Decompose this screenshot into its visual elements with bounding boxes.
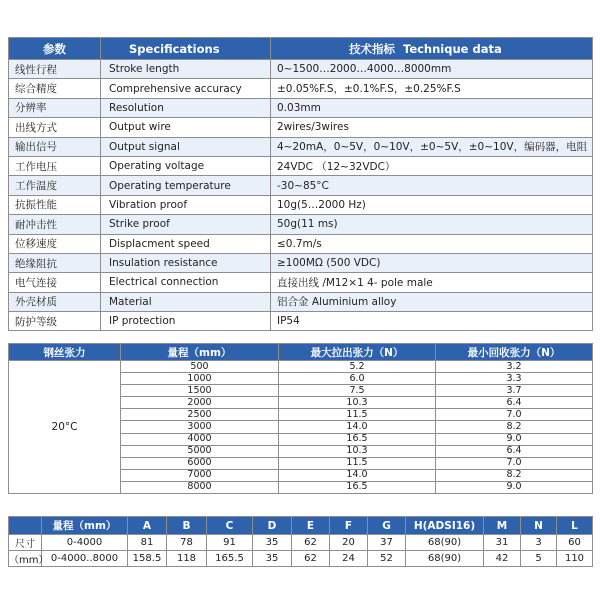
spec-row — [9, 195, 593, 214]
tension-header-min: 最小回收张力（N） — [436, 344, 593, 361]
dimension-cell: 110 — [557, 551, 593, 567]
spec-row — [9, 234, 593, 253]
tech-cn: 技术指标 — [349, 41, 395, 56]
spec-param-cn: 抗振性能 — [9, 195, 101, 214]
dimension-row-label: 尺寸 — [9, 535, 42, 551]
spec-value: -30~85°C — [271, 176, 593, 195]
spec-param-en: Resolution — [101, 98, 271, 117]
tension-header-max: 最大拉出张力（N） — [279, 344, 436, 361]
tension-min: 3.7 — [436, 385, 593, 397]
tension-max: 14.0 — [279, 421, 436, 433]
dimension-cell: 91 — [207, 535, 253, 551]
dimension-header-cell: H(ADSI16) — [406, 517, 484, 535]
spec-row — [9, 292, 593, 311]
tension-range: 4000 — [121, 433, 279, 445]
spec-value: ≤0.7m/s — [271, 234, 593, 253]
spec-header-tech — [271, 38, 593, 60]
spec-param-en: Stroke length — [101, 60, 271, 79]
spec-param-cn: 外壳材质 — [9, 292, 101, 311]
dimension-cell: 158.5 — [128, 551, 167, 567]
spec-value: 2wires/3wires — [271, 118, 593, 137]
spec-value: 10g(5…2000 Hz) — [271, 195, 593, 214]
dimension-cell: 52 — [368, 551, 406, 567]
dimension-cell: 24 — [330, 551, 368, 567]
dimension-cell: 37 — [368, 535, 406, 551]
dimension-cell: 35 — [253, 551, 292, 567]
spec-value: 24VDC （12~32VDC） — [271, 156, 593, 175]
spec-value: 0.03mm — [271, 98, 593, 117]
tension-max: 11.5 — [279, 457, 436, 469]
spec-row — [9, 137, 593, 156]
dimension-cell: 60 — [557, 535, 593, 551]
spec-value: 4~20mA，0~5V，0~10V，±0~5V，±0~10V，编码器，电阻 — [271, 137, 593, 156]
tension-table — [8, 343, 593, 494]
dimension-header-cell: 量程（mm） — [42, 517, 128, 535]
tension-min: 6.4 — [436, 397, 593, 409]
spec-param-en: Strike proof — [101, 215, 271, 234]
spec-param-cn: 线性行程 — [9, 60, 101, 79]
spec-param-cn: 出线方式 — [9, 118, 101, 137]
spec-value: 50g(11 ms) — [271, 215, 593, 234]
tension-max: 16.5 — [279, 481, 436, 493]
tension-row — [9, 361, 593, 373]
spec-param-en: IP protection — [101, 312, 271, 331]
tension-min: 3.2 — [436, 361, 593, 373]
spec-row — [9, 79, 593, 98]
dimension-cell: 31 — [484, 535, 521, 551]
tension-range: 1000 — [121, 373, 279, 385]
tension-max: 7.5 — [279, 385, 436, 397]
tension-range: 8000 — [121, 481, 279, 493]
tension-header-wire: 钢丝张力 — [9, 344, 121, 361]
dimension-cell: 62 — [292, 551, 330, 567]
dimension-row — [9, 535, 593, 551]
spec-param-cn: 电气连接 — [9, 273, 101, 292]
tension-min: 7.0 — [436, 457, 593, 469]
dimension-cell: 68(90) — [406, 551, 484, 567]
spec-param-cn: 绝缘阻抗 — [9, 253, 101, 272]
tech-en: Technique data — [403, 41, 502, 56]
spec-row — [9, 60, 593, 79]
spec-value: ≥100MΩ (500 VDC) — [271, 253, 593, 272]
spec-param-cn: 综合精度 — [9, 79, 101, 98]
spec-param-cn: 位移速度 — [9, 234, 101, 253]
dimension-header-blank — [9, 517, 42, 535]
spec-param-en: Comprehensive accuracy — [101, 79, 271, 98]
spec-row — [9, 215, 593, 234]
tension-range: 3000 — [121, 421, 279, 433]
spec-value: IP54 — [271, 312, 593, 331]
dimension-header-cell: D — [253, 517, 292, 535]
dimension-header-cell: F — [330, 517, 368, 535]
spec-param-cn: 工作电压 — [9, 156, 101, 175]
tension-min: 8.2 — [436, 469, 593, 481]
dimension-header-cell: E — [292, 517, 330, 535]
spec-param-cn: 输出信号 — [9, 137, 101, 156]
dimension-cell: 68(90) — [406, 535, 484, 551]
dimension-cell: 5 — [521, 551, 557, 567]
dimension-row — [9, 551, 593, 567]
temperature-cell: 20°C — [9, 361, 121, 494]
tension-range: 1500 — [121, 385, 279, 397]
spec-param-cn: 防护等级 — [9, 312, 101, 331]
spec-header-row — [9, 38, 593, 60]
dimension-cell: 3 — [521, 535, 557, 551]
dimension-header-cell: A — [128, 517, 167, 535]
spec-table — [8, 37, 593, 331]
dimension-cell: 118 — [167, 551, 207, 567]
tension-max: 10.3 — [279, 397, 436, 409]
spec-param-en: Operating voltage — [101, 156, 271, 175]
tension-header-row — [9, 344, 593, 361]
tension-max: 5.2 — [279, 361, 436, 373]
spec-row — [9, 156, 593, 175]
dimension-row-label: （mm） — [9, 551, 42, 567]
spec-param-en: Insulation resistance — [101, 253, 271, 272]
spec-value: ±0.05%F.S，±0.1%F.S，±0.25%F.S — [271, 79, 593, 98]
tension-range: 7000 — [121, 469, 279, 481]
spec-param-cn: 分辨率 — [9, 98, 101, 117]
spec-param-en: Electrical connection — [101, 273, 271, 292]
tension-max: 14.0 — [279, 469, 436, 481]
dimension-cell: 81 — [128, 535, 167, 551]
tension-max: 16.5 — [279, 433, 436, 445]
dimension-header-row — [9, 517, 593, 535]
spec-param-cn: 耐冲击性 — [9, 215, 101, 234]
spec-param-en: Vibration proof — [101, 195, 271, 214]
spec-header-en: Specifications — [101, 38, 271, 60]
dimension-cell: 35 — [253, 535, 292, 551]
tension-range: 500 — [121, 361, 279, 373]
spec-header-cn: 参数 — [9, 38, 101, 60]
spec-row — [9, 98, 593, 117]
spec-value: 直接出线 /M12×1 4- pole male — [271, 273, 593, 292]
dimension-cell: 20 — [330, 535, 368, 551]
dimension-cell: 165.5 — [207, 551, 253, 567]
dimension-header-cell: L — [557, 517, 593, 535]
spec-row — [9, 118, 593, 137]
tension-range: 6000 — [121, 457, 279, 469]
tension-max: 11.5 — [279, 409, 436, 421]
spec-row — [9, 253, 593, 272]
tension-range: 2000 — [121, 397, 279, 409]
dimension-cell: 62 — [292, 535, 330, 551]
dimension-cell: 0-4000 — [42, 535, 128, 551]
tension-min: 3.3 — [436, 373, 593, 385]
spec-row — [9, 176, 593, 195]
tension-max: 6.0 — [279, 373, 436, 385]
tension-max: 10.3 — [279, 445, 436, 457]
dimension-cell: 78 — [167, 535, 207, 551]
spec-param-en: Material — [101, 292, 271, 311]
dimension-header-cell: N — [521, 517, 557, 535]
spec-row — [9, 312, 593, 331]
tension-min: 6.4 — [436, 445, 593, 457]
spec-param-en: Output wire — [101, 118, 271, 137]
tension-min: 9.0 — [436, 481, 593, 493]
tension-min: 7.0 — [436, 409, 593, 421]
dimension-header-cell: G — [368, 517, 406, 535]
tension-min: 9.0 — [436, 433, 593, 445]
tension-range: 5000 — [121, 445, 279, 457]
spec-row — [9, 273, 593, 292]
tension-header-range: 量程（mm） — [121, 344, 279, 361]
tension-min: 8.2 — [436, 421, 593, 433]
spec-param-en: Displacment speed — [101, 234, 271, 253]
dimension-cell: 42 — [484, 551, 521, 567]
dimension-header-cell: B — [167, 517, 207, 535]
spec-param-en: Output signal — [101, 137, 271, 156]
spec-value: 0~1500…2000…4000…8000mm — [271, 60, 593, 79]
dimension-cell: 0-4000..8000 — [42, 551, 128, 567]
spec-param-en: Operating temperature — [101, 176, 271, 195]
tension-range: 2500 — [121, 409, 279, 421]
spec-value: 铝合金 Aluminium alloy — [271, 292, 593, 311]
dimension-header-cell: M — [484, 517, 521, 535]
dimension-table — [8, 516, 593, 567]
dimension-header-cell: C — [207, 517, 253, 535]
spec-param-cn: 工作温度 — [9, 176, 101, 195]
